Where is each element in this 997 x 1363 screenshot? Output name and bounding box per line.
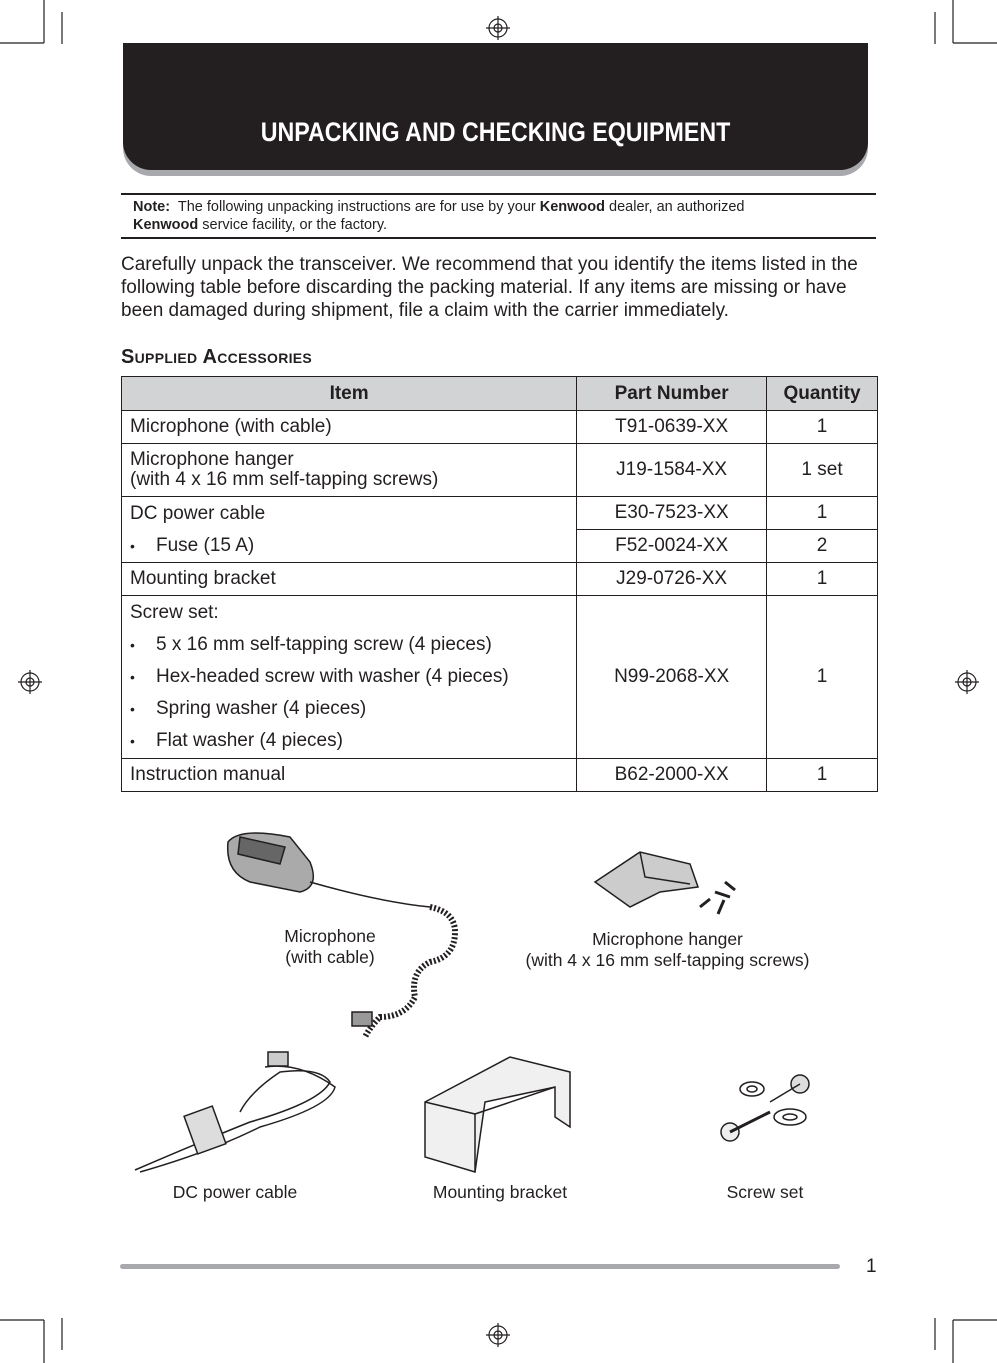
registration-mark-right <box>955 670 979 694</box>
caption-line: (with cable) <box>285 947 375 967</box>
item-cell: DC power cable <box>130 502 266 524</box>
qty-cell: 1 set <box>767 444 878 497</box>
note-text: dealer, an authorized <box>605 199 745 215</box>
item-detail: (with 4 x 16 mm self-tapping screws) <box>130 469 439 490</box>
item-cell: Microphone (with cable) <box>122 411 577 444</box>
brand: Kenwood <box>133 217 199 233</box>
qty-cell: 1 <box>767 411 878 444</box>
item-sub: • 5 x 16 mm self-tapping screw (4 pieces) <box>130 629 568 661</box>
caption-hanger <box>500 929 835 971</box>
part-cell: B62-2000-XX <box>577 759 767 792</box>
item-sub: • Hex-headed screw with washer (4 pieces) <box>130 661 568 693</box>
title-banner <box>123 43 868 170</box>
page-title: UNPACKING AND CHECKING EQUIPMENT <box>260 117 731 147</box>
qty-cell: 2 <box>767 530 878 563</box>
qty-cell: 1 <box>767 563 878 596</box>
caption-line: Microphone <box>284 926 376 946</box>
caption-microphone <box>260 926 400 968</box>
mounting-bracket-illustration <box>425 1057 570 1172</box>
note-label: Note: <box>133 199 171 215</box>
caption-bracket: Mounting bracket <box>432 1182 568 1202</box>
col-part: Part Number <box>577 377 767 411</box>
part-cell: T91-0639-XX <box>577 411 767 444</box>
section-title: Supplied Accessories <box>121 346 313 368</box>
qty-cell: 1 <box>767 497 878 530</box>
item-cell: Screw set: <box>130 602 219 623</box>
registration-mark-top <box>486 16 510 40</box>
item-sub: • Flat washer (4 pieces) <box>130 725 568 757</box>
accessory-illustrations <box>0 792 997 1212</box>
page-number: 1 <box>866 1256 877 1277</box>
note-text: service facility, or the factory. <box>198 217 388 233</box>
item-cell: Mounting bracket <box>122 563 577 596</box>
col-qty: Quantity <box>767 377 878 411</box>
caption-line: Microphone hanger <box>592 929 743 949</box>
registration-mark-bottom <box>486 1323 510 1347</box>
item-sub: • Fuse (15 A) <box>130 530 576 562</box>
part-cell: N99-2068-XX <box>577 596 767 759</box>
part-cell: J29-0726-XX <box>577 563 767 596</box>
part-cell: E30-7523-XX <box>577 497 767 530</box>
caption-line: (with 4 x 16 mm self-tapping screws) <box>525 950 810 970</box>
note-text: The following unpacking instructions are for use by your <box>177 199 540 215</box>
caption-screw-set: Screw set <box>726 1182 804 1202</box>
dc-cable-illustration <box>135 1052 335 1172</box>
screw-set-illustration <box>721 1075 809 1141</box>
qty-cell: 1 <box>767 596 878 759</box>
intro-paragraph: Carefully unpack the transceiver. We recommend that you identify the items listed in the following table before discarding the packing material. If any items are missing or have been damaged during shipment, file a claim with the carrier immediately. <box>121 254 858 321</box>
page-footer <box>0 1256 997 1324</box>
item-cell: Instruction manual <box>122 759 577 792</box>
hanger-illustration <box>595 852 735 914</box>
caption-dc-cable: DC power cable <box>172 1182 298 1202</box>
registration-mark-left <box>18 670 42 694</box>
col-item: Item <box>122 377 577 411</box>
item-cell: Microphone hanger <box>130 449 294 470</box>
footer-rule <box>120 1264 840 1269</box>
part-cell: F52-0024-XX <box>577 530 767 563</box>
part-cell: J19-1584-XX <box>577 444 767 497</box>
illustration-area <box>0 792 997 1212</box>
item-sub: • Spring washer (4 pieces) <box>130 693 568 725</box>
brand: Kenwood <box>539 199 605 215</box>
qty-cell: 1 <box>767 759 878 792</box>
